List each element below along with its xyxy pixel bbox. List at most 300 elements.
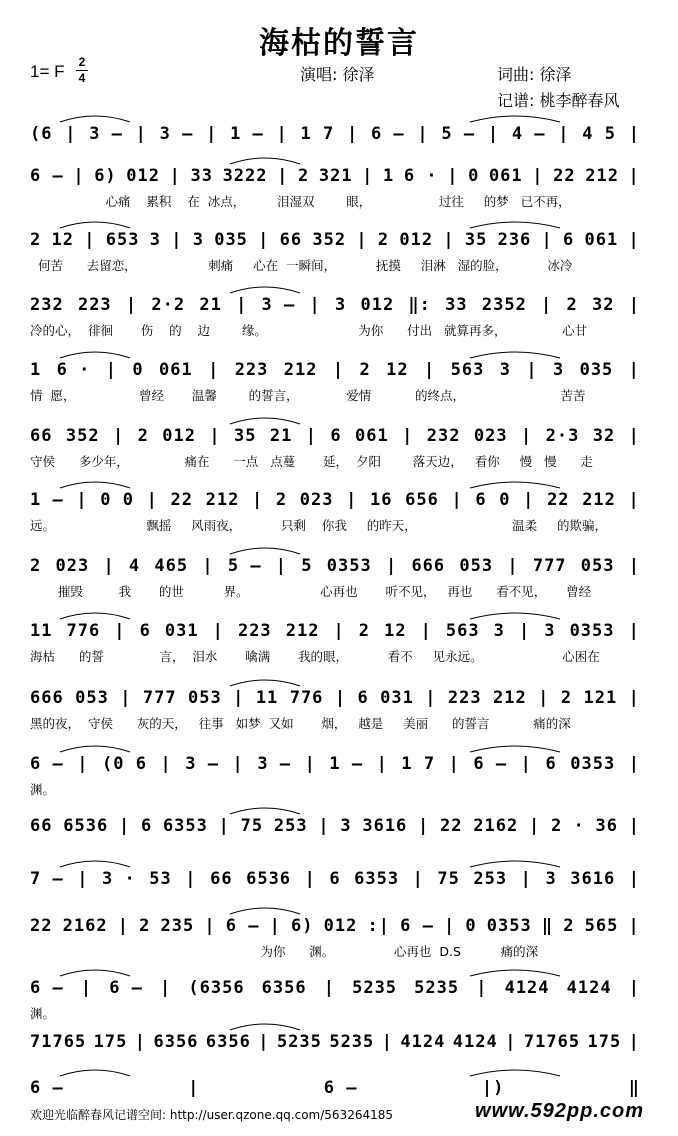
note-group: 223 xyxy=(77,295,112,315)
note-group: 777 xyxy=(532,556,567,576)
lyric-line: 冷的心， 徘徊 伤 的 边 缘。 为你 付出 就算再多， 心甘 xyxy=(30,323,588,338)
note-group: | xyxy=(135,124,147,144)
note-group: 6 xyxy=(357,688,369,708)
note-group: 32 xyxy=(592,426,616,446)
note-group: | xyxy=(73,166,85,186)
note-group: 1 – xyxy=(329,754,364,774)
note-group: | xyxy=(233,688,245,708)
transcriber-credit: 记谱: 桃李醉春风 xyxy=(497,91,620,110)
notes-line xyxy=(30,358,640,382)
note-group: | xyxy=(206,124,218,144)
note-group: :| xyxy=(367,916,390,936)
note-group: | xyxy=(134,1032,147,1052)
note-group: 66 xyxy=(30,426,53,446)
note-group: 2 xyxy=(30,230,42,250)
note-group: | xyxy=(185,869,197,889)
note-group: 5 – xyxy=(227,556,262,576)
note-group: 6 xyxy=(563,230,575,250)
note-group: 6 · xyxy=(56,360,91,380)
lyric-line: 守侯 多少年， 痛在 一点 点蔓 延， 夕阳 落天边， 看你 慢 慢 走 xyxy=(30,454,593,469)
note-group: 352 xyxy=(312,230,347,250)
note-group: | xyxy=(541,230,553,250)
note-group: | xyxy=(628,754,640,774)
note-group: | xyxy=(160,978,172,998)
note-group: 061 xyxy=(355,426,389,446)
note-group: | xyxy=(305,426,318,446)
note-group: | xyxy=(362,166,374,186)
note-group: 212 xyxy=(585,166,619,186)
notes-line xyxy=(30,424,640,448)
note-group: 3 xyxy=(149,230,161,250)
note-group: | xyxy=(420,621,432,641)
note-group: | xyxy=(304,869,316,889)
note-group: | xyxy=(523,490,535,510)
note-group: 6536 xyxy=(63,816,109,836)
note-group: 6) xyxy=(94,166,117,186)
note-group: | xyxy=(417,124,429,144)
note-group: 12 xyxy=(384,621,407,641)
score-row xyxy=(0,150,678,214)
notes-line xyxy=(30,164,640,188)
note-group: | xyxy=(114,621,126,641)
note-group: 223 xyxy=(237,621,272,641)
note-group: | xyxy=(628,295,640,315)
note-group: 6 – xyxy=(225,916,260,936)
note-group: | xyxy=(628,978,640,998)
notes-line xyxy=(30,488,640,512)
note-group: 36 xyxy=(595,816,618,836)
note-group: 053 xyxy=(75,688,109,708)
note-group: | xyxy=(505,1032,517,1052)
score-row xyxy=(0,410,678,474)
note-group: 75 xyxy=(437,869,460,889)
note-group: 2 xyxy=(137,426,149,446)
note-group: | xyxy=(443,230,455,250)
note-group: | xyxy=(628,360,640,380)
note-group: 212 xyxy=(283,360,318,380)
lyric-line: 远。 飘摇 风雨夜， 只剩 你我 的昨天， 温柔 的欺骗， xyxy=(30,518,607,533)
composer-credit: 词曲: 徐泽 xyxy=(497,65,572,84)
note-group: | xyxy=(258,1032,270,1052)
note-group: 212 xyxy=(582,490,616,510)
note-group: 6 – xyxy=(400,916,434,936)
footer-site-logo: www.592pp.com xyxy=(475,1100,644,1122)
note-group: 2 xyxy=(139,916,151,936)
note-group: | xyxy=(628,621,640,641)
note-group: 4124 xyxy=(504,978,550,998)
note-group: | xyxy=(258,230,270,250)
note-group: 3 – xyxy=(257,754,292,774)
note-group: 3 – xyxy=(159,124,194,144)
note-group: 563 xyxy=(450,360,485,380)
note-group: 776 xyxy=(66,621,101,641)
note-group: 121 xyxy=(583,688,618,708)
score-row xyxy=(0,900,678,964)
note-group: 33 xyxy=(190,166,213,186)
note-group: | xyxy=(304,754,316,774)
song-title: 海枯的誓言 xyxy=(259,26,419,61)
notes-line xyxy=(30,867,640,891)
note-group: 1 – xyxy=(230,124,264,144)
note-group: | xyxy=(628,124,640,144)
note-group: | xyxy=(628,688,640,708)
note-group: 53 xyxy=(149,869,172,889)
score-row xyxy=(0,474,678,538)
score-row xyxy=(0,605,678,669)
note-group: | xyxy=(628,230,640,250)
note-group: 175 xyxy=(587,1032,622,1052)
note-group: | xyxy=(277,166,289,186)
note-group: 0 xyxy=(468,166,480,186)
note-group: | xyxy=(448,754,460,774)
note-group: | xyxy=(628,869,640,889)
note-group: | xyxy=(628,816,640,836)
note-group: 3 · xyxy=(102,869,136,889)
note-group: | xyxy=(376,754,388,774)
notes-line xyxy=(30,914,640,938)
note-group: | xyxy=(80,978,93,998)
note-group: | xyxy=(269,916,281,936)
time-signature xyxy=(76,56,88,85)
note-group: | xyxy=(212,621,224,641)
note-group: | xyxy=(346,490,358,510)
notes-line xyxy=(30,293,640,317)
note-group: 2352 xyxy=(481,295,527,315)
note-group: 3616 xyxy=(570,869,616,889)
note-group: 465 xyxy=(154,556,189,576)
note-group: 6356 xyxy=(153,1032,199,1052)
note-group: 0 0 xyxy=(100,490,134,510)
note-group: 3 – xyxy=(261,295,296,315)
note-group: | xyxy=(77,869,89,889)
note-group: 22 xyxy=(30,916,53,936)
note-group: | xyxy=(476,978,488,998)
note-group: | xyxy=(65,124,77,144)
footer-visit-text: 欢迎光临醉春风记谱空间: http://user.qzone.qq.com/563264185 xyxy=(30,1108,394,1122)
note-group: 22 xyxy=(553,166,576,186)
note-group: 223 xyxy=(234,360,269,380)
note-group: 21 xyxy=(269,426,293,446)
note-group: |) xyxy=(481,1078,505,1098)
note-group: 1 – xyxy=(30,490,64,510)
note-group: 0353 xyxy=(326,556,372,576)
note-group: 023 xyxy=(473,426,508,446)
note-group: 35 xyxy=(464,230,488,250)
notes-line xyxy=(30,1030,640,1054)
note-group: (6356 xyxy=(188,978,245,998)
note-group: | xyxy=(487,124,500,144)
note-group: 253 xyxy=(273,816,308,836)
note-group: 3 – xyxy=(89,124,123,144)
note-group: 3 – xyxy=(185,754,220,774)
note-group: 5235 xyxy=(329,1032,375,1052)
note-group: | xyxy=(528,816,541,836)
note-group: | xyxy=(356,230,368,250)
note-group: 11 xyxy=(255,688,279,708)
note-group: 6 xyxy=(475,490,487,510)
note-group: 0353 xyxy=(569,621,615,641)
note-group: 6) xyxy=(291,916,314,936)
note-group: 5 – xyxy=(441,124,476,144)
lyric-line: 何苦 去留恋， 刺痛 心在 一瞬间， 抚摸 泪淋 湿的脸， 冰冷 xyxy=(30,258,573,273)
note-group: | xyxy=(204,916,216,936)
note-group: 4124 xyxy=(566,978,612,998)
note-group: 0 xyxy=(499,490,511,510)
note-group: 6 xyxy=(329,869,341,889)
note-group: 3 xyxy=(552,360,565,380)
singer-credit: 演唱: 徐泽 xyxy=(300,65,375,84)
notes-line xyxy=(30,228,640,252)
note-group: | xyxy=(418,816,430,836)
note-group: 6356 xyxy=(261,978,307,998)
note-group: | xyxy=(171,230,183,250)
note-group: 232 xyxy=(30,295,64,315)
note-group: 1 xyxy=(383,166,395,186)
note-group: 061 xyxy=(158,360,193,380)
note-group: 565 xyxy=(584,916,619,936)
note-group: | xyxy=(275,556,288,576)
note-group: | xyxy=(346,124,359,144)
note-group: 352 xyxy=(65,426,100,446)
note-group: | xyxy=(120,688,132,708)
note-group: 6536 xyxy=(246,869,292,889)
note-group: | xyxy=(76,490,88,510)
note-group: 012 xyxy=(162,426,196,446)
note-group: 6 – xyxy=(30,978,64,998)
note-group: 2162 xyxy=(473,816,519,836)
score-row xyxy=(0,540,678,604)
note-group: 212 xyxy=(493,688,527,708)
note-group: | xyxy=(628,490,640,510)
note-group: 2162 xyxy=(62,916,108,936)
score-row xyxy=(0,344,678,408)
note-group: 023 xyxy=(299,490,334,510)
note-group: 0 xyxy=(132,360,144,380)
lyric-line: 海枯 的誓 言， 泪水 噙满 我的眼， 看不 见永远。 心困在 xyxy=(30,649,600,664)
note-group: | xyxy=(334,688,347,708)
note-group: 12 xyxy=(51,230,74,250)
note-group: 3 xyxy=(499,360,511,380)
note-group: 4124 xyxy=(400,1032,446,1052)
note-group: 1 xyxy=(30,360,42,380)
note-group: 175 xyxy=(93,1032,128,1052)
note-group: 035 xyxy=(579,360,614,380)
note-group: 66 xyxy=(210,869,233,889)
note-group: ‖ xyxy=(541,916,554,936)
note-group: 2 xyxy=(377,230,390,250)
note-group: | xyxy=(333,621,345,641)
note-group: 3 xyxy=(493,621,505,641)
note-group: 0353 xyxy=(570,754,616,774)
note-group: 6356 xyxy=(205,1032,251,1052)
note-group: 3616 xyxy=(362,816,408,836)
note-group: | xyxy=(558,124,570,144)
note-group: 031 xyxy=(380,688,414,708)
note-group: 061 xyxy=(488,166,523,186)
notes-line xyxy=(30,122,640,146)
note-group: 75 xyxy=(240,816,264,836)
note-group: 6 xyxy=(545,754,557,774)
note-group: 666 xyxy=(411,556,446,576)
note-group: | xyxy=(118,816,131,836)
note-group: 053 xyxy=(459,556,494,576)
note-group: 7 – xyxy=(30,869,64,889)
note-group: 2 xyxy=(359,360,371,380)
note-group: 035 xyxy=(214,230,248,250)
note-group: (6 xyxy=(30,124,53,144)
note-group: | xyxy=(323,978,335,998)
note-group: | xyxy=(208,360,220,380)
note-group: 12 xyxy=(386,360,409,380)
note-group: 4124 xyxy=(452,1032,498,1052)
note-group: 5 xyxy=(301,556,313,576)
note-group: 012 xyxy=(126,166,160,186)
note-group: 023 xyxy=(55,556,90,576)
note-group: 16 xyxy=(370,490,393,510)
note-group: | xyxy=(443,916,456,936)
note-group: | xyxy=(628,916,640,936)
note-group: 053 xyxy=(580,556,615,576)
note-group: | xyxy=(105,360,117,380)
score-row xyxy=(0,672,678,736)
note-group: (0 6 xyxy=(102,754,147,774)
note-group: 2·2 xyxy=(151,295,186,315)
note-group: | xyxy=(84,230,96,250)
note-group: 1 7 xyxy=(401,754,436,774)
notes-line xyxy=(30,1076,640,1100)
note-group: 2·3 xyxy=(545,426,580,446)
note-group: 2 xyxy=(563,916,575,936)
note-group: | xyxy=(451,490,463,510)
note-group: 6 – xyxy=(370,124,405,144)
note-group: | xyxy=(77,754,89,774)
note-group: 6 · xyxy=(403,166,438,186)
note-group: 71765 xyxy=(523,1032,581,1052)
note-group: | xyxy=(518,621,531,641)
note-group: | xyxy=(318,816,330,836)
note-group: 012 xyxy=(323,916,358,936)
note-group: 235 xyxy=(160,916,195,936)
time-signature-top: 2 xyxy=(78,55,86,69)
notes-line xyxy=(30,976,640,1000)
lyric-line: 为你 渊。 心再也 D.S 痛的深 xyxy=(30,944,539,959)
notes-line xyxy=(30,554,640,578)
note-group: | xyxy=(117,916,129,936)
note-group: 563 xyxy=(445,621,480,641)
note-group: 6353 xyxy=(354,869,400,889)
note-group: 6 – xyxy=(109,978,143,998)
time-signature-bottom: 4 xyxy=(78,71,86,85)
note-group: 1 7 xyxy=(300,124,335,144)
note-group: | xyxy=(209,426,221,446)
note-group: 35 xyxy=(234,426,257,446)
note-group: 6 – xyxy=(30,166,64,186)
note-group: 236 xyxy=(497,230,532,250)
note-group: 33 xyxy=(445,295,468,315)
note-group: 321 xyxy=(318,166,353,186)
note-group: 223 xyxy=(447,688,482,708)
notes-line xyxy=(30,619,640,643)
score-row xyxy=(0,214,678,278)
note-group: | xyxy=(538,688,550,708)
note-group: 2 xyxy=(297,166,310,186)
note-group: 6 – xyxy=(30,1078,64,1098)
score-row xyxy=(0,279,678,343)
note-group: 212 xyxy=(285,621,320,641)
note-group: 3 xyxy=(340,816,352,836)
note-group: 053 xyxy=(188,688,222,708)
notes-line xyxy=(30,752,640,776)
note-group: 232 xyxy=(426,426,461,446)
lyric-line: 心痛 累积 在 冰点， 泪湿双 眼， 过往 的梦 已不再， xyxy=(30,194,571,209)
note-group: 32 xyxy=(592,295,615,315)
note-group: 6 xyxy=(139,621,151,641)
note-group: 666 xyxy=(30,688,64,708)
note-group: 22 xyxy=(547,490,570,510)
note-group: 21 xyxy=(199,295,222,315)
note-group: 2 xyxy=(358,621,371,641)
note-group: | xyxy=(160,754,172,774)
note-group: | xyxy=(425,688,437,708)
note-group: ‖: xyxy=(408,295,431,315)
note-group: 031 xyxy=(164,621,199,641)
note-group: | xyxy=(447,166,459,186)
note-group: 2 xyxy=(560,688,573,708)
note-group: | xyxy=(541,295,553,315)
note-group: | xyxy=(332,360,345,380)
note-group: 6 – xyxy=(30,754,64,774)
note-group: 5235 xyxy=(414,978,460,998)
lyric-line: 情 愿， 曾经 温馨 的誓言， 爱情 的终点， 苦苦 xyxy=(30,388,586,403)
note-group: | xyxy=(251,490,264,510)
note-group: 212 xyxy=(205,490,240,510)
lyric-line: 黑的夜， 守侯 灰的天， 往事 如梦 又如 烟， 越是 美丽 的誓言 痛的深 xyxy=(30,716,571,731)
note-group: | xyxy=(236,295,248,315)
note-group: 66 xyxy=(30,816,53,836)
note-group: 253 xyxy=(473,869,508,889)
note-group: 061 xyxy=(584,230,619,250)
note-group: 6 – xyxy=(473,754,508,774)
note-group: | xyxy=(232,754,244,774)
note-group: | xyxy=(385,556,398,576)
note-group: | xyxy=(628,166,640,186)
note-group: 6 – xyxy=(323,1078,358,1098)
note-group: 6353 xyxy=(162,816,208,836)
note-group: 0 xyxy=(465,916,477,936)
note-group: 656 xyxy=(405,490,439,510)
note-group: ‖ xyxy=(628,1078,640,1098)
note-group: | xyxy=(520,869,532,889)
note-group: | xyxy=(309,295,321,315)
note-group: 2 xyxy=(30,556,42,576)
note-group: 4 xyxy=(128,556,141,576)
lyric-line: 渊。 xyxy=(30,782,56,797)
note-group: 777 xyxy=(142,688,177,708)
note-group: | xyxy=(112,426,125,446)
note-group: 6 xyxy=(140,816,153,836)
note-group: | xyxy=(526,360,538,380)
note-group: | xyxy=(276,124,288,144)
note-group: 2 · xyxy=(550,816,585,836)
note-group: | xyxy=(628,426,640,446)
note-group: 22 xyxy=(170,490,193,510)
note-group: 3 xyxy=(544,621,556,641)
key-signature: 1= F xyxy=(30,62,65,81)
lyric-line: 摧毁 我 的世 界。 心再也 听不见， 再也 看不见， 曾经 xyxy=(30,584,592,599)
note-group: 71765 xyxy=(30,1032,87,1052)
note-group: | xyxy=(507,556,519,576)
note-group: 5235 xyxy=(352,978,398,998)
